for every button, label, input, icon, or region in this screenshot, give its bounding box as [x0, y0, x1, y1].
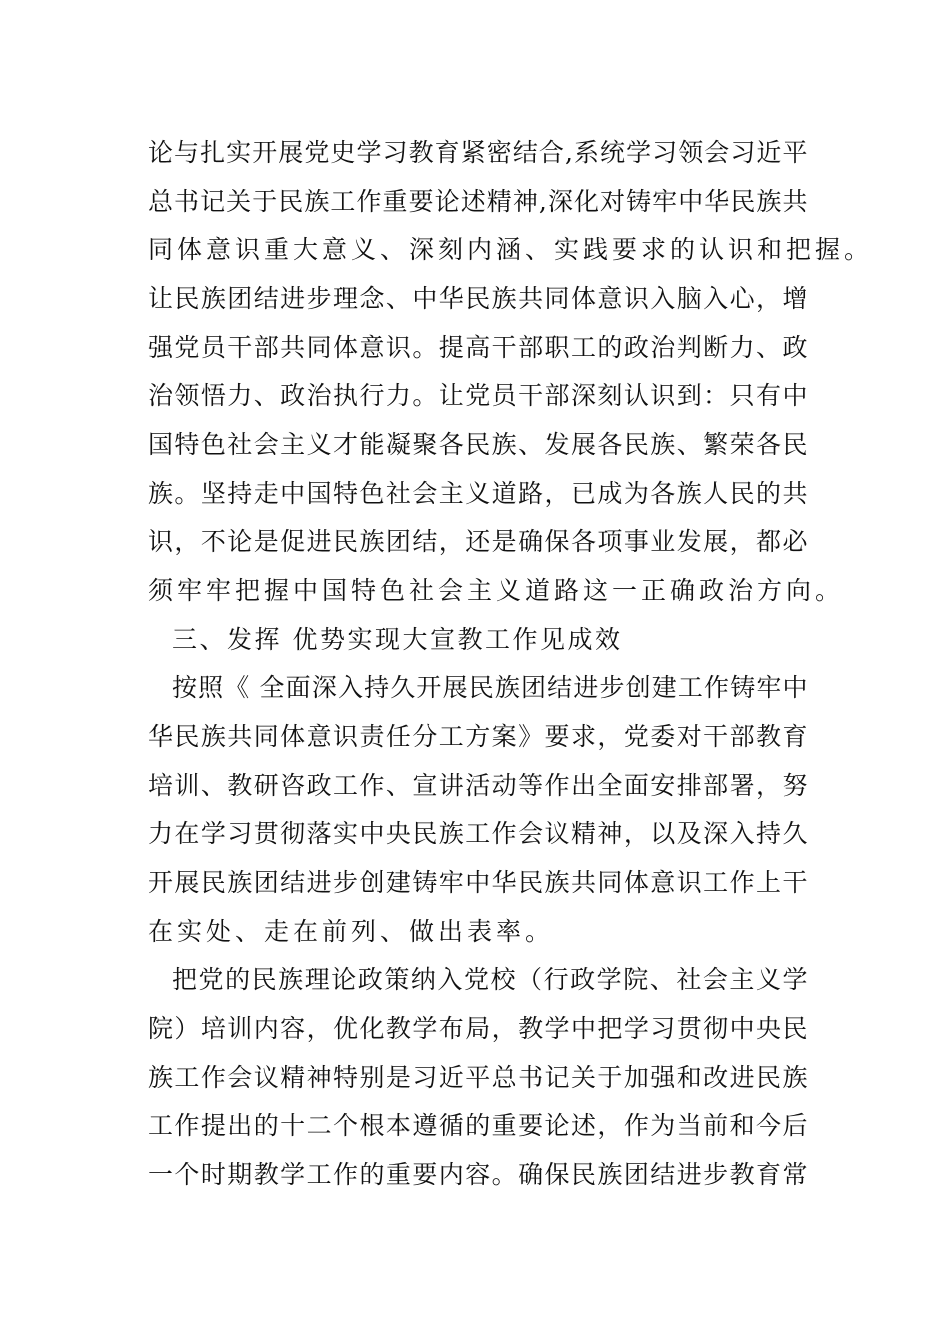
- text-line: 强党员干部共同体意识。提高干部职工的政治判断力、政: [148, 333, 808, 362]
- text-line: 族工作会议精神特别是习近平总书记关于加强和改进民族: [148, 1063, 808, 1092]
- text-line: 把党的民族理论政策纳入党校（行政学院、社会主义学: [172, 965, 808, 994]
- text-line: 治领悟力、政治执行力。让党员干部深刻认识到：只有中: [148, 381, 808, 410]
- text-line: 华民族共同体意识责任分工方案》要求，党委对干部教育: [148, 722, 808, 751]
- section-heading: 三、发挥 优势实现大宣教工作见成效: [172, 625, 623, 654]
- text-line: 院）培训内容，优化教学布局，教学中把学习贯彻中央民: [148, 1014, 808, 1043]
- text-line: 须牢牢把握中国特色社会主义道路这一正确政治方向。: [148, 576, 845, 605]
- text-line: 族。坚持走中国特色社会主义道路，已成为各族人民的共: [148, 479, 808, 508]
- text-line: 论与扎实开展党史学习教育紧密结合,系统学习领会习近平: [148, 138, 808, 167]
- text-line: 培训、教研咨政工作、宣讲活动等作出全面安排部署，努: [148, 771, 808, 800]
- text-line: 按照《 全面深入持久开展民族团结进步创建工作铸牢中: [172, 673, 808, 702]
- text-line: 工作提出的十二个根本遵循的重要论述，作为当前和今后: [148, 1111, 808, 1140]
- text-line: 识，不论是促进民族团结，还是确保各项事业发展，都必: [148, 527, 808, 556]
- text-line: 让民族团结进步理念、中华民族共同体意识入脑入心，增: [148, 284, 808, 313]
- text-line: 力在学习贯彻落实中央民族工作会议精神，以及深入持久: [148, 819, 808, 848]
- text-line: 总书记关于民族工作重要论述精神,深化对铸牢中华民族共: [148, 187, 808, 216]
- text-line: 国特色社会主义才能凝聚各民族、发展各民族、繁荣各民: [148, 430, 808, 459]
- text-line: 同体意识重大意义、深刻内涵、实践要求的认识和把握。: [148, 235, 874, 264]
- text-line: 在实处、走在前列、做出表率。: [148, 917, 555, 946]
- text-line: 一个时期教学工作的重要内容。确保民族团结进步教育常: [148, 1160, 808, 1189]
- text-line: 开展民族团结进步创建铸牢中华民族共同体意识工作上干: [148, 868, 808, 897]
